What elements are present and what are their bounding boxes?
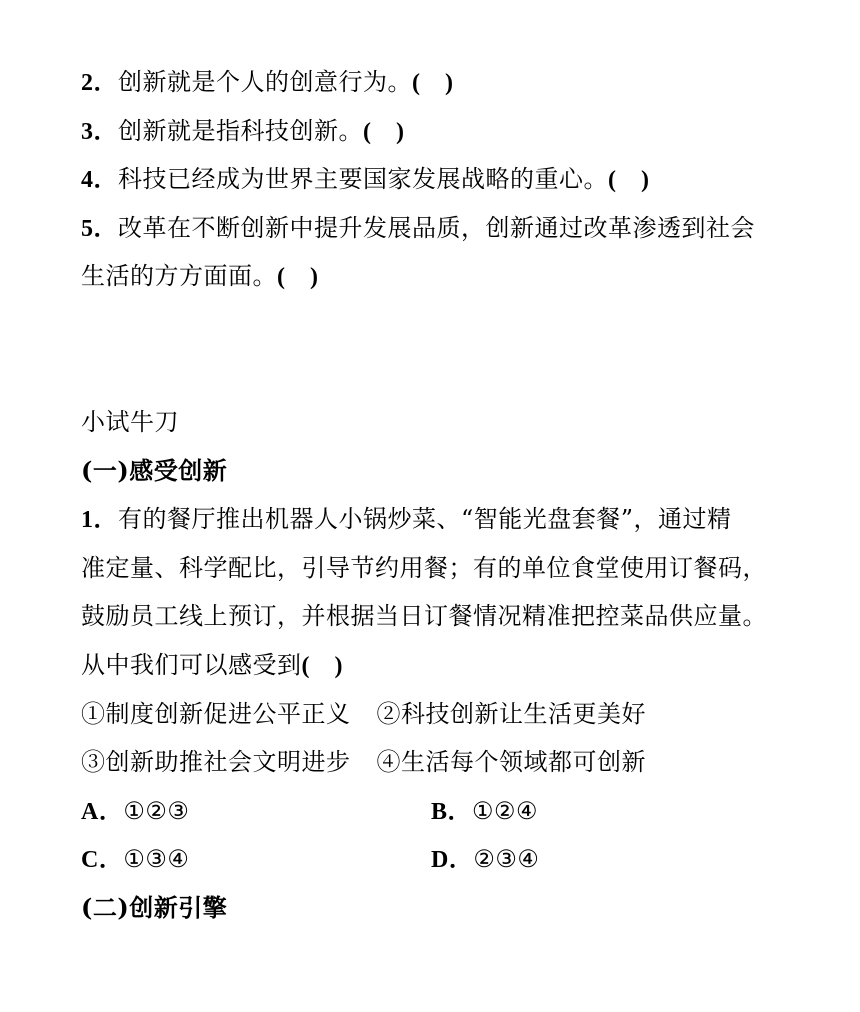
question-number: 1． — [81, 507, 118, 534]
question-line: 鼓励员工线上预订，并根据当日订餐情况精准把控菜品供应量。 — [81, 602, 767, 631]
option-label: C． — [81, 847, 124, 874]
question-line: 准定量、科学配比，引导节约用餐；有的单位食堂使用订餐码， — [81, 553, 767, 582]
answer-blank: ( ) — [301, 652, 343, 679]
question-line — [81, 641, 781, 690]
part-title: (二)创新引擎 — [81, 892, 228, 922]
answer-blank: ( ) — [277, 264, 319, 291]
answer-blank: ( ) — [363, 118, 405, 145]
answer-blank: ( ) — [608, 167, 650, 194]
option-a — [81, 787, 431, 836]
option-label: A． — [81, 798, 124, 825]
item-number: 2． — [81, 70, 118, 96]
judgment-item — [81, 58, 781, 107]
section-title: 小试牛刀 — [81, 407, 179, 436]
option-c — [81, 835, 431, 884]
option-d — [431, 835, 781, 884]
option-value: ①③④ — [123, 845, 190, 874]
item-number: 3． — [81, 118, 118, 145]
option-label: D． — [431, 847, 474, 874]
question-text: 有的餐厅推出机器人小锅炒菜、“智能光盘套餐”，通过精 — [118, 505, 732, 534]
question-text: 从中我们可以感受到 — [81, 650, 302, 679]
judgment-item-continued — [81, 252, 781, 301]
item-text: 科技已经成为世界主要国家发展战略的重心。 — [118, 165, 608, 194]
judgment-item — [81, 204, 781, 253]
answer-blank: ( ) — [412, 70, 454, 96]
statement-row — [81, 690, 781, 739]
option-value: ②③④ — [473, 845, 540, 874]
item-text: 创新就是个人的创意行为。 — [118, 68, 412, 96]
question-line — [81, 495, 781, 544]
option-label: B． — [431, 798, 473, 825]
item-text: 改革在不断创新中提升发展品质，创新通过改革渗透到社会 — [118, 213, 755, 242]
spacer — [81, 301, 781, 398]
item-text: 创新就是指科技创新。 — [118, 116, 363, 145]
statement: ③创新助推社会文明进步 — [81, 748, 351, 777]
statement: ④生活每个领域都可创新 — [376, 748, 646, 777]
option-value: ①②④ — [472, 796, 539, 825]
item-number: 5． — [81, 215, 118, 242]
options-row — [81, 787, 781, 836]
item-number: 4． — [81, 167, 118, 194]
statement: ①制度创新促进公平正义 — [81, 699, 351, 728]
statement: ②科技创新让生活更美好 — [376, 699, 646, 728]
statement-row — [81, 738, 781, 787]
judgment-item — [81, 107, 781, 156]
part-title: (一)感受创新 — [81, 455, 228, 485]
item-text-continued: 生活的方方面面。 — [81, 262, 277, 291]
option-b — [431, 787, 781, 836]
option-value: ①②③ — [123, 796, 190, 825]
document-page — [81, 58, 781, 933]
options-row — [81, 835, 781, 884]
judgment-item — [81, 155, 781, 204]
